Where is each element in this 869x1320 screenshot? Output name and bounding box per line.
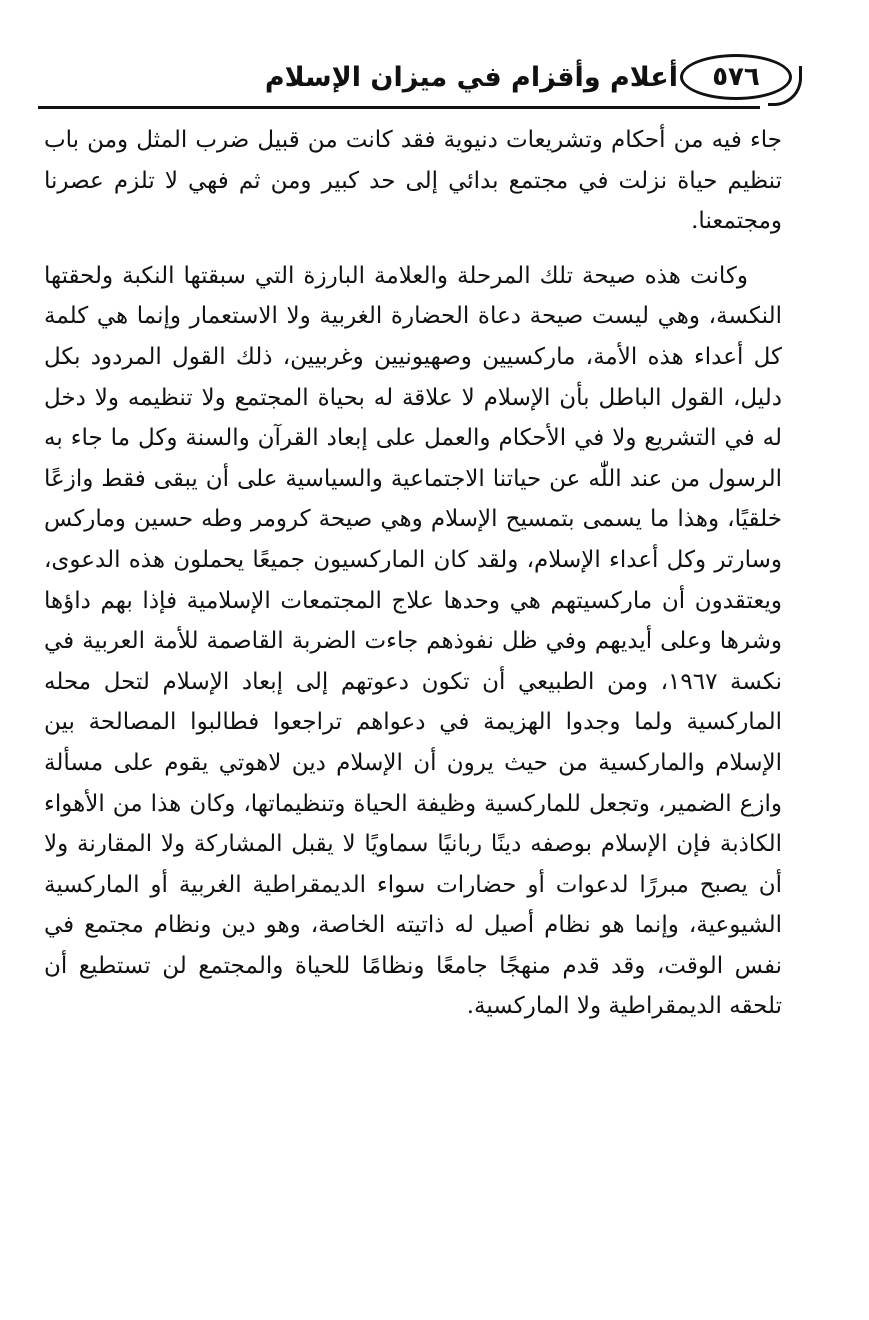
header-rule [38, 106, 760, 109]
page-header [38, 52, 838, 112]
body-text [44, 120, 782, 1027]
page-number: ٥٧٦ [680, 54, 792, 100]
running-title: أعلام وأقزام في ميزان الإسلام [264, 62, 678, 93]
paragraph: جاء فيه من أحكام وتشريعات دنيوية فقد كانت من قبيل ضرب المثل ومن باب تنظيم حياة نزلت في مجتمع بدائي إلى حد كبير ومن ثم فهي لا تلزم عصرنا ومجتمعنا. [44, 127, 782, 235]
paragraph: وكانت هذه صيحة تلك المرحلة والعلامة البارزة التي سبقتها النكبة ولحقتها النكسة، وهي ليست صيحة دعاة الحضارة الغربية ولا الاستعمار وإنما هي كلمة كل أعداء هذه الأمة، ماركسيين وصهيونيين وغربيين، ذلك القول المردود بكل دليل، القول الباطل بأن الإسلام لا علاقة له بحياة المجتمع ولا تنظيمه ولا دخل له في التشريع ولا في الأحكام والعمل على إبعاد القرآن والسنة وكل ما جاء به الرسول من عند اللّٰه عن حياتنا الاجتماعية والسياسية على أن يبقى فقط وازعًا خلقيًا، وهذا ما يسمى بتمسيح الإسلام وهي صيحة كرومر وطه حسين وماركس وسارتر وكل أعداء الإسلام، ولقد كان الماركسيون جميعًا يحملون هذه الدعوى، ويعتقدون أن ماركسيتهم هي وحدها علاج المجتمعات الإسلامية فإذا بهم داؤها وشرها وعلى أيديهم وفي ظل نفوذهم جاءت الضربة القاصمة للأمة العربية في نكسة ١٩٦٧، ومن الطبيعي أن تكون دعوتهم إلى إبعاد الإسلام لتحل محله الماركسية ولما وجدوا الهزيمة في دعواهم تراجعوا فطالبوا المصالحة بين الإسلام والماركسية من حيث يرون أن الإسلام دين لاهوتي يقوم على مسألة وازع الضمير، وتجعل للماركسية وظيفة الحياة وتنظيماتها، وكان هذا من الأهواء الكاذبة فإن الإسلام بوصفه دينًا ربانيًا سماويًا لا يقبل المشاركة ولا المقارنة ولا أن يصبح مبررًا لدعوات أو حضارات سواء الديمقراطية الغربية أو الماركسية الشيوعية، وإنما هو نظام أصيل له ذاتيته الخاصة، وهو دين ونظام مجتمع في نفس الوقت، وقد قدم منهجًا جامعًا ونظامًا للحياة والمجتمع لن تستطيع أن تلحقه الديمقراطية ولا الماركسية. [44, 262, 783, 1020]
